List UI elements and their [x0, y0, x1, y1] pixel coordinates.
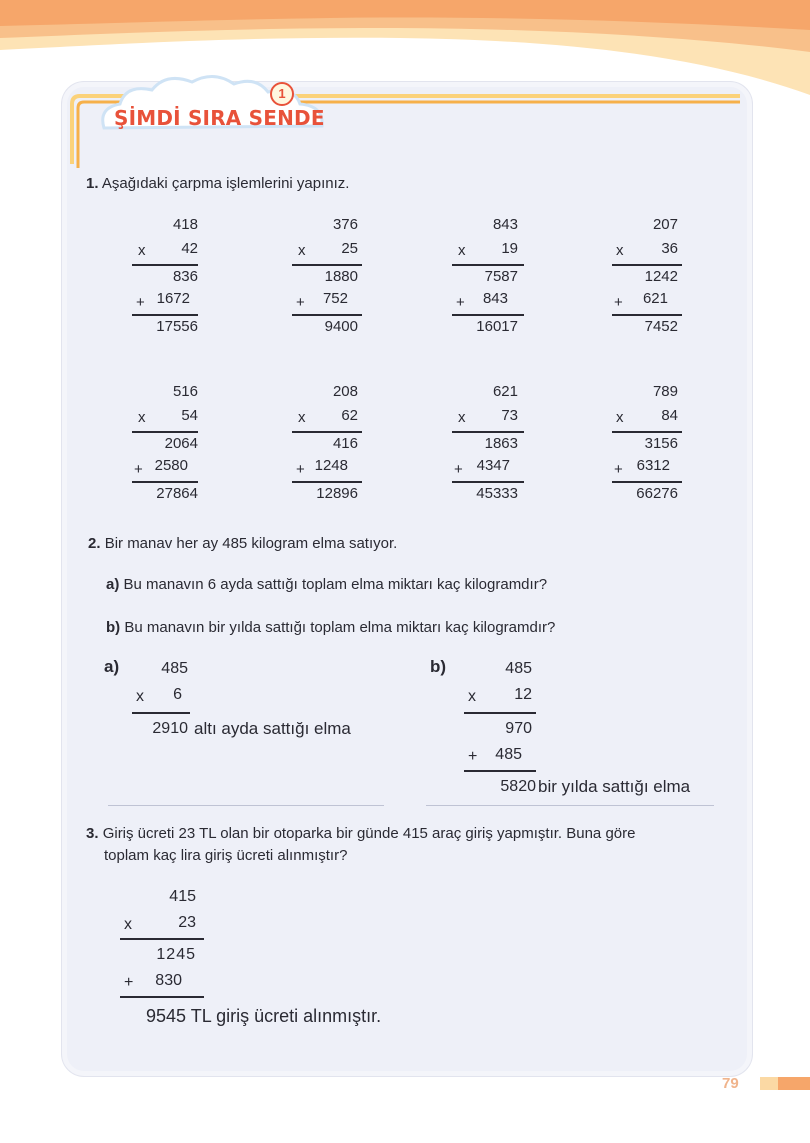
partial-product-1: 1880 [324, 268, 358, 285]
partial-product-2: 830 [155, 972, 182, 989]
question-3-number: 3. [86, 825, 99, 842]
product-result: 5820 [500, 778, 536, 795]
rule-line [120, 996, 204, 998]
multiplicand: 208 [332, 383, 358, 400]
rule-line [464, 770, 536, 772]
partial-product-2: 6312 [636, 457, 670, 474]
page-number: 79 [722, 1075, 739, 1092]
answer-3-note: TL giriş ücreti alınmıştır. [190, 1006, 382, 1026]
question-3 [86, 825, 635, 842]
times-sign: x [138, 242, 146, 259]
times-sign: x [458, 242, 466, 259]
product-result: 2910 [152, 720, 188, 737]
partial-product-1: 2064 [164, 435, 198, 452]
question-1-number: 1. [86, 175, 99, 192]
partial-product-2: 485 [495, 746, 522, 763]
multiplication-problem [132, 383, 198, 505]
multiplier: 62 [341, 407, 358, 424]
multiplicand: 415 [169, 888, 196, 905]
question-1-text: Aşağıdaki çarpma işlemlerini yapınız. [101, 175, 350, 192]
rule-line [132, 314, 198, 316]
product-result: 9545 [146, 1006, 187, 1026]
partial-product-2: 752 [322, 290, 348, 307]
partial-product-2: 2580 [154, 457, 188, 474]
multiplication-problem [452, 383, 524, 505]
multiplicand: 485 [505, 660, 532, 677]
plus-sign: + [614, 294, 623, 311]
multiplier: 84 [661, 407, 678, 424]
plus-sign: + [456, 294, 465, 311]
answer-b-label: b) [430, 657, 447, 676]
multiplication-problem [612, 216, 682, 338]
multiplier: 19 [501, 240, 518, 257]
question-1 [86, 175, 349, 192]
page-tab-dark [778, 1077, 810, 1090]
plus-sign: + [454, 461, 463, 478]
product-result: 45333 [476, 485, 518, 502]
partial-product-1: 1245 [156, 946, 196, 963]
rule-line [292, 481, 362, 483]
answer-b-note: bir yılda sattığı elma [538, 777, 691, 796]
section-divider [108, 805, 384, 806]
partial-product-2: 4347 [476, 457, 510, 474]
multiplier: 42 [181, 240, 198, 257]
times-sign: x [138, 409, 146, 426]
rule-line [120, 938, 204, 940]
multiplier: 6 [173, 686, 182, 703]
answer-a-calculation [132, 660, 190, 746]
partial-product-1: 3156 [644, 435, 678, 452]
section-divider [426, 805, 714, 806]
multiplicand: 485 [161, 660, 188, 677]
times-sign: x [298, 242, 306, 259]
rule-line [292, 431, 362, 433]
product-result: 66276 [636, 485, 678, 502]
question-2a [106, 576, 547, 593]
plus-sign: + [136, 294, 145, 311]
question-2b-text: Bu manavın bir yılda sattığı toplam elma miktarı kaç kilogramdır? [124, 619, 556, 636]
rule-line [292, 314, 362, 316]
multiplicand: 418 [172, 216, 198, 233]
partial-product-2: 1248 [314, 457, 348, 474]
rule-line [132, 481, 198, 483]
times-sign: x [458, 409, 466, 426]
rule-line [612, 481, 682, 483]
multiplier: 12 [514, 686, 532, 703]
rule-line [132, 431, 198, 433]
rule-line [612, 264, 682, 266]
rule-line [292, 264, 362, 266]
multiplication-problem [292, 383, 362, 505]
product-result: 17556 [156, 318, 198, 335]
partial-product-1: 836 [172, 268, 198, 285]
question-2-number: 2. [88, 535, 101, 552]
partial-product-2: 1672 [156, 290, 190, 307]
rule-line [612, 431, 682, 433]
partial-product-1: 416 [332, 435, 358, 452]
multiplier: 54 [181, 407, 198, 424]
rule-line [452, 314, 524, 316]
times-sign: x [616, 409, 624, 426]
question-2b [106, 619, 555, 636]
times-sign: x [616, 242, 624, 259]
multiplication-problem [292, 216, 362, 338]
times-sign: x [298, 409, 306, 426]
answer-a-label: a) [104, 657, 120, 676]
product-result: 12896 [316, 485, 358, 502]
question-2a-text: Bu manavın 6 ayda sattığı toplam elma miktarı kaç kilogramdır? [123, 576, 548, 593]
plus-sign: + [614, 461, 623, 478]
partial-product-1: 1863 [484, 435, 518, 452]
answer-b-calculation [464, 660, 536, 800]
partial-product-2: 843 [482, 290, 508, 307]
page-tab-light [760, 1077, 778, 1090]
question-2b-label: b) [106, 619, 121, 636]
multiplier: 25 [341, 240, 358, 257]
partial-product-1: 7587 [484, 268, 518, 285]
section-title: ŞİMDİ SIRA SENDE [114, 106, 325, 130]
multiplicand: 207 [652, 216, 678, 233]
multiplicand: 789 [652, 383, 678, 400]
partial-product-1: 1242 [644, 268, 678, 285]
multiplicand: 621 [492, 383, 518, 400]
partial-product-2: 621 [642, 290, 668, 307]
times-sign: x [124, 916, 132, 933]
rule-line [464, 712, 536, 714]
plus-sign: + [296, 461, 305, 478]
multiplication-problem [132, 216, 198, 338]
times-sign: x [468, 688, 476, 705]
answer-a-note: altı ayda sattığı elma [194, 719, 351, 738]
multiplier: 73 [501, 407, 518, 424]
plus-sign: + [124, 974, 134, 991]
rule-line [612, 314, 682, 316]
times-sign: x [136, 688, 144, 705]
rule-line [452, 264, 524, 266]
product-result: 7452 [644, 318, 678, 335]
product-result: 27864 [156, 485, 198, 502]
partial-product-1: 970 [505, 720, 532, 737]
section-number-badge: 1 [270, 82, 294, 106]
question-2a-label: a) [106, 576, 120, 593]
answer-3-result-line [146, 1006, 381, 1027]
multiplier: 23 [178, 914, 196, 931]
plus-sign: + [468, 748, 478, 765]
product-result: 9400 [324, 318, 358, 335]
rule-line [452, 431, 524, 433]
rule-line [452, 481, 524, 483]
product-result: 16017 [476, 318, 518, 335]
multiplication-problem [612, 383, 682, 505]
question-2 [88, 535, 397, 552]
multiplicand: 516 [172, 383, 198, 400]
question-3-text-line1: Giriş ücreti 23 TL olan bir otoparka bir günde 415 araç giriş yapmıştır. Buna göre [102, 825, 636, 842]
rule-line [132, 712, 190, 714]
rule-line [132, 264, 198, 266]
question-3-line2 [104, 847, 347, 864]
plus-sign: + [134, 461, 143, 478]
multiplicand: 843 [492, 216, 518, 233]
question-3-text-line2: toplam kaç lira giriş ücreti alınmıştır? [104, 847, 348, 864]
question-2-text: Bir manav her ay 485 kilogram elma satıyor. [104, 535, 398, 552]
plus-sign: + [296, 294, 305, 311]
multiplicand: 376 [332, 216, 358, 233]
multiplier: 36 [661, 240, 678, 257]
multiplication-problem [452, 216, 524, 338]
